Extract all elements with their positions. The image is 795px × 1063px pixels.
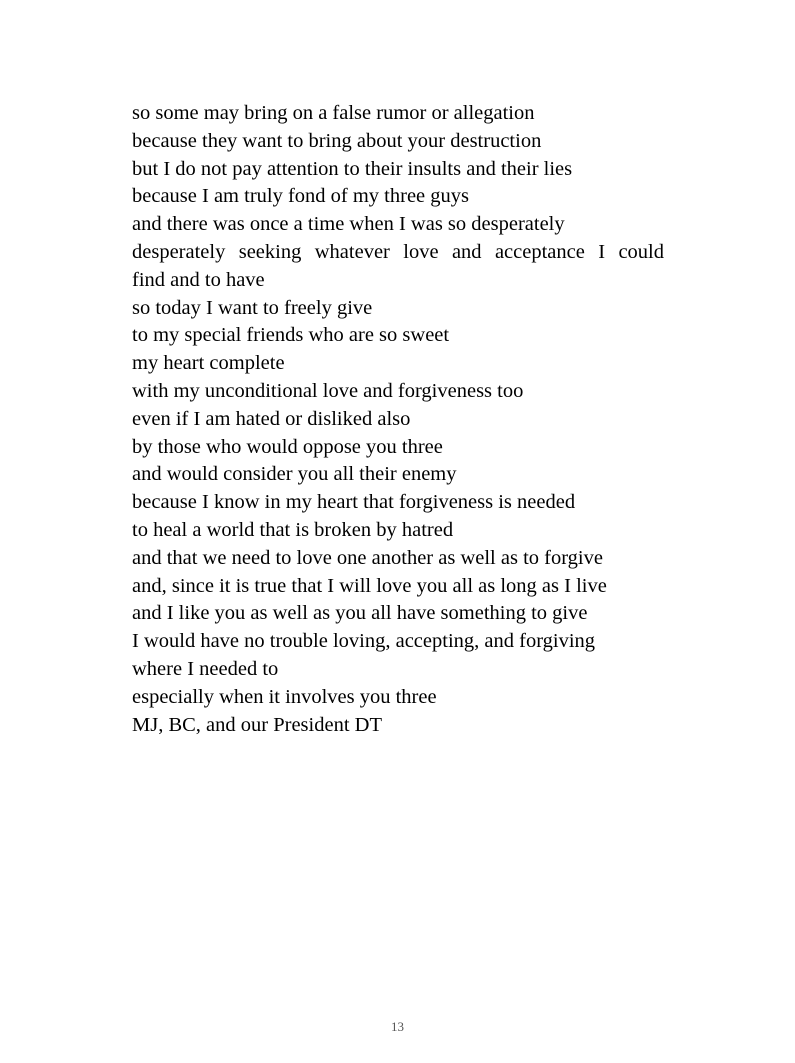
poem-line: because I know in my heart that forgiveness is needed (132, 491, 576, 514)
poem-line: so some may bring on a false rumor or allegation (132, 102, 535, 124)
poem-line: MJ, BC, and our President DT (132, 713, 382, 736)
poem-line: and, since it is true that I will love you all as long as I live (132, 574, 607, 597)
poem-line: so today I want to freely give (132, 296, 373, 319)
poem-line: and there was once a time when I was so desperately (132, 213, 565, 236)
poem-line: I would have no trouble loving, accepting, and forgiving (132, 630, 596, 653)
poem-line: and that we need to love one another as well as to forgive (132, 546, 603, 569)
poem-line: and would consider you all their enemy (132, 463, 457, 486)
page-number: 13 (391, 1019, 404, 1034)
poem-line: to my special friends who are so sweet (132, 324, 450, 347)
poem-line: desperately seeking whatever love and acceptance I could (132, 240, 664, 263)
poem-line: and I like you as well as you all have something to give (132, 602, 588, 625)
poem-line: even if I am hated or disliked also (132, 407, 411, 430)
poem-line: find and to have (132, 268, 265, 291)
poem-line: especially when it involves you three (132, 685, 437, 708)
poem-line: my heart complete (132, 352, 285, 375)
poem-line: because they want to bring about your destruction (132, 129, 542, 152)
poem-line: because I am truly fond of my three guys (132, 185, 470, 208)
poem-line: by those who would oppose you three (132, 435, 443, 458)
poem-line: to heal a world that is broken by hatred (132, 518, 454, 541)
poem-line: but I do not pay attention to their insults and their lies (132, 157, 573, 180)
poem-line: where I needed to (132, 657, 279, 680)
poem-body (132, 100, 664, 739)
poem-line: with my unconditional love and forgiveness too (132, 379, 524, 402)
